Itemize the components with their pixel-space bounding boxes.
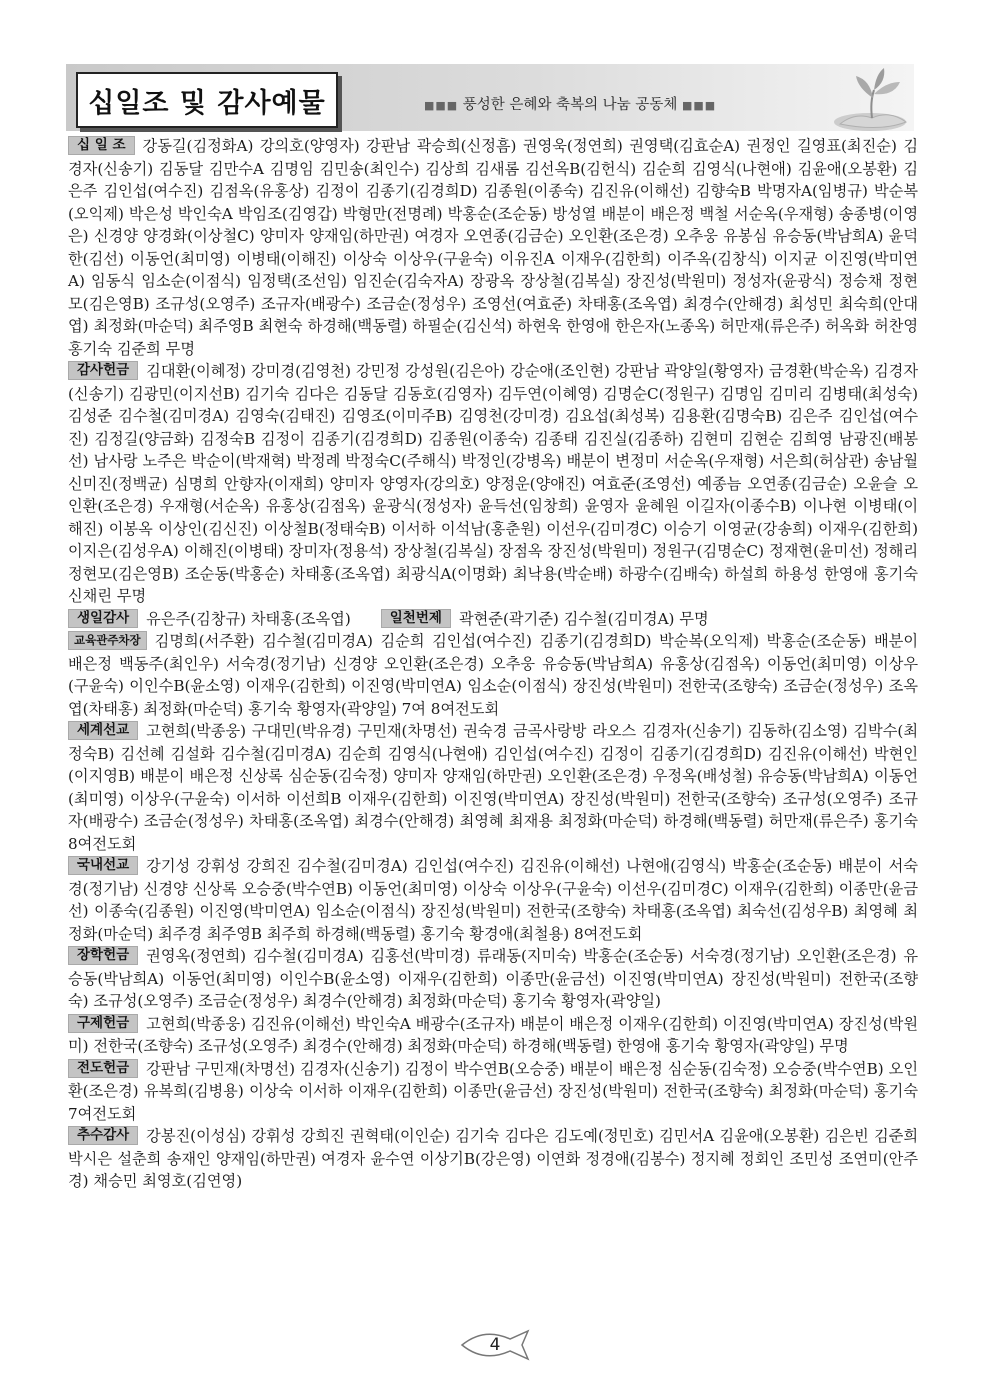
section-names: 강봉진(이성심) 강휘성 강희진 권혁태(이인순) 김기숙 김다은 김도예(정민호) 김민서A 김윤애(오봉환) 김은빈 김준희 박시은 설춘희 송재인 양재임(하만권) 여경자 윤수연 이상기B(강은영) 이연화 정경애(김봉수) 정지혜 정회인 조민성 조연미(안주경) 채승민 최영호(김연영) (68, 1127, 918, 1190)
section-names: 강기성 강휘성 강희진 김수철(김미경A) 김인섭(여수진) 김진유(이해선) 나현애(김영식) 박홍순(조순동) 배분이 서숙경(정기남) 신경양 신상록 오승중(박수연B) 이동언(최미영) 이상숙 이상우(구윤숙) 이선우(김미경C) 이재우(김한희) 이종만(윤금선) 이종숙(김종원) 이진영(박미연A) 임소순(이점식) 장진성(박원미) 전한국(조향숙) 차태홍(조옥엽) 최숙선(김성우B) 최영혜 최정화(마순덕) 최주경 최주영B 최주희 하경해(백동렬) 홍기숙 황경애(최철용) 8여전도회 (68, 857, 918, 943)
section-label: 십 일 조 (68, 136, 135, 155)
section-label: 추수감사 (68, 1126, 138, 1145)
section-label: 국내선교 (68, 856, 138, 875)
section-domestic-mission (68, 855, 918, 945)
section-label: 교육관주차장 (68, 631, 147, 650)
section-names: 김명희(서주환) 김수철(김미경A) 김순희 김인섭(여수진) 김종기(김경희D) 박순복(오익제) 박홍순(조순동) 배분이 배은정 백동주(최인우) 서숙경(정기남) 신경양 오인환(조은경) 오추웅 유승동(박남희A) 유홍상(김점옥) 이동언(최미영) 이상우(구윤숙) 이인수B(윤소영) 이재우(김한희) 이진영(박미연A) 임소순(이점식) 장진성(박원미) 전한국(조향숙) 조금순(정성우) 조옥엽(차태홍) 최정화(마순덕) 홍기숙 황영자(곽양일) 7여 8여전도회 (68, 632, 918, 718)
section-names: 김대환(이혜정) 강미경(김영천) 강민정 강성원(김은아) 강순애(조인현) 강판남 곽양일(황영자) 금경환(박순옥) 김경자(신송기) 김광민(이지선B) 김기숙 김다은 김동달 김동호(김영자) 김두연(이혜영) 김명순C(정원구) 김명임 김미리 김병태(최성숙) 김성준 김수철(김미경A) 김영숙(김태진) 김영조(이미주B) 김영천(강미경) 김요섭(최성복) 김용환(김명숙B) 김은주 김인섭(여수진) 김정길(양금화) 김정숙B 김정이 김종기(김경희D) 김종원(이종숙) 김종태 김진실(김종하) 김현미 김현순 김희영 남광진(배봉선) 남사랑 노주은 박순이(박재혁) 박정례 박정숙C(주해식) 박정인(강병옥) 배분이 변정미 서순옥(우재형) 서은희(허삼관) 송남월 신미진(정백균) 심명희 안향자(이재희) 양미자 양영자(강의호) 양정운(양애진) 여효준(조영선) 예종늠 오연종(김금순) 오윤슬 오인환(조은경) 우재형(서순옥) 유홍상(김점옥) 윤광식(정성자) 윤득선(임창희) 윤영자 윤혜원 이길자(이종수B) 이나현 이병태(이해진) 이봉옥 이상인(김신진) 이상철B(정태숙B) 이서하 이석남(홍춘원) 이선우(김미경C) 이승기 이영균(강송희) 이재우(김한희) 이지은(김성우A) 이해진(이병태) 장미자(정용석) 장상철(김복실) 장점옥 장진성(박원미) 정원구(김명순C) 정재현(윤미선) 정해리 정현모(김은영B) 조순동(박홍순) 차태홍(조옥엽) 최광식A(이명화) 최낙용(박순배) 하광수(김배숙) 하설희 하용성 한영애 홍기숙 신채린 무명 (68, 362, 918, 605)
section-birthday-thanks (68, 608, 918, 631)
section-label: 생일감사 (68, 609, 138, 628)
section-evangelism-offering (68, 1058, 918, 1126)
section-names: 고현희(박종웅) 구대민(박유경) 구민재(차명선) 권숙경 금곡사랑방 라오스 김경자(신송기) 김동하(김소영) 김박수(최정숙B) 김선혜 김설화 김수철(김미경A) 김순희 김영식(나현애) 김인섭(여수진) 김정이 김종기(김경희D) 김진유(이해선) 박현인(이지영B) 배분이 배은정 신상록 심순동(김숙정) 양미자 양재임(하만권) 오인환(조은경) 우정옥(배성철) 유승동(박남희A) 이동언(최미영) 이상우(구윤숙) 이서하 이선희B 이재우(김한희) 이진영(박미연A) 장진성(박원미) 전한국(조향숙) 조규성(오영주) 조규자(배광수) 조금순(정성우) 차태홍(조옥엽) 최경수(안해경) 최영혜 최재용 최정화(마순덕) 하경해(백동렬) 허만재(류은주) 홍기숙 8여전도회 (68, 722, 918, 853)
section-label: 구제헌금 (68, 1014, 138, 1033)
section-tithe (68, 135, 918, 360)
subtitle-marks-right: ■■■ (681, 99, 717, 112)
section-names: 강동길(김정화A) 강의호(양영자) 강판남 곽승희(신정흠) 권영욱(정연희) 권영택(김효순A) 권정인 길영표(최진순) 김경자(신송기) 김동달 김만수A 김명임 김민송(최인수) 김상희 김새롬 김선옥B(김헌식) 김순희 김영식(나현애) 김윤애(오봉환) 김은주 김인섭(여수진) 김점옥(유홍상) 김정이 김종기(김경희D) 김종원(이종숙) 김진유(이해선) 김향숙B 박명자A(임병규) 박순복(오익제) 박은성 박인숙A 박임조(김영갑) 박형만(전명례) 박홍순(조순동) 방성열 배분이 배은정 백철 서순옥(우재형) 송종병(이영은) 신경양 양경화(이상철C) 양미자 양재임(하만권) 여경자 오연종(김금순) 오인환(조은경) 오추웅 유봉심 유승동(박남희A) 윤덕한(김선) 이동언(최미영) 이병태(이해진) 이상숙 이상우(구윤숙) 이유진A 이재우(김한희) 이주옥(김창식) 이지균 이진영(박미연A) 임동식 임소순(이점식) 임정택(조선임) 임진순(김숙자A) 장광옥 장상철(김복실) 장진성(박원미) 정성자(윤광식) 정승채 정현모(김은영B) 조규성(오영주) 조규자(배광수) 조금순(정성우) 조영선(여효준) 차태홍(조옥엽) 최경수(안해경) 최성민 최숙희(안대엽) 최정화(마순덕) 최주영B 최현숙 하경해(백동렬) 하필순(김신석) 하현욱 한영애 한은자(노종옥) 허만재(류은주) 허옥화 허찬영 홍기숙 김준희 무명 (68, 137, 918, 358)
page-number-text: 4 (489, 1335, 501, 1355)
page-subtitle (424, 93, 716, 114)
section-names: 유은주(김창규) 차태홍(조옥엽) (146, 609, 351, 628)
subtitle-marks-left: ■■■ (424, 99, 459, 112)
subtitle-text: 풍성한 은혜와 축복의 나눔 공동체 (462, 97, 678, 113)
section-names: 곽현준(곽기준) 김수철(김미경A) 무명 (458, 609, 709, 628)
section-label: 장학헌금 (68, 946, 138, 965)
section-label: 전도헌금 (68, 1059, 138, 1078)
page-title: 십일조 및 감사예물 (88, 87, 326, 119)
section-names: 강판남 구민재(차명선) 김경자(신송기) 김정이 박수연B(오승중) 배분이 배은정 심순동(김숙정) 오승중(박수연B) 오인환(조은경) 유복희(김병용) 이상숙 이서하 이재우(김한희) 이종만(윤금선) 장진성(박원미) 전한국(조향숙) 최정화(마순덕) 홍기숙 7여전도회 (68, 1059, 918, 1123)
section-label-thousand-offerings: 일천번제 (381, 609, 451, 628)
section-relief-offering (68, 1013, 918, 1058)
plant-in-hands-illustration (810, 64, 914, 131)
section-harvest-thanksgiving (68, 1125, 918, 1193)
section-scholarship-offering (68, 945, 918, 1013)
section-label: 감사헌금 (68, 361, 138, 380)
section-education-parking (68, 630, 918, 720)
section-names: 고현희(박종웅) 김진유(이해선) 박인숙A 배광수(조규자) 배분이 배은정 이재우(김한희) 이진영(박미연A) 장진성(박원미) 전한국(조향숙) 조규성(오영주) 최경수(안해경) 최정화(마순덕) 하경해(백동렬) 한영애 홍기숙 황영자(곽양일) 무명 (68, 1014, 918, 1055)
section-thanksgiving-offering (68, 360, 918, 608)
section-names: 권영옥(정연희) 김수철(김미경A) 김홍선(박미경) 류래동(지미숙) 박홍순(조순동) 서숙경(정기남) 오인환(조은경) 유승동(박남희A) 이동언(최미영) 이인수B(윤소영) 이재우(김한희) 이종만(윤금선) 이진영(박미연A) 장진성(박원미) 전한국(조향숙) 조규성(오영주) 조금순(정성우) 최경수(안해경) 최정화(마순덕) 홍기숙 황영자(곽양일) (68, 947, 918, 1010)
page-title-box (76, 72, 338, 128)
section-world-mission (68, 720, 918, 855)
page-number (456, 1325, 534, 1365)
offerings-content (68, 135, 918, 1193)
section-label: 세계선교 (68, 721, 138, 740)
